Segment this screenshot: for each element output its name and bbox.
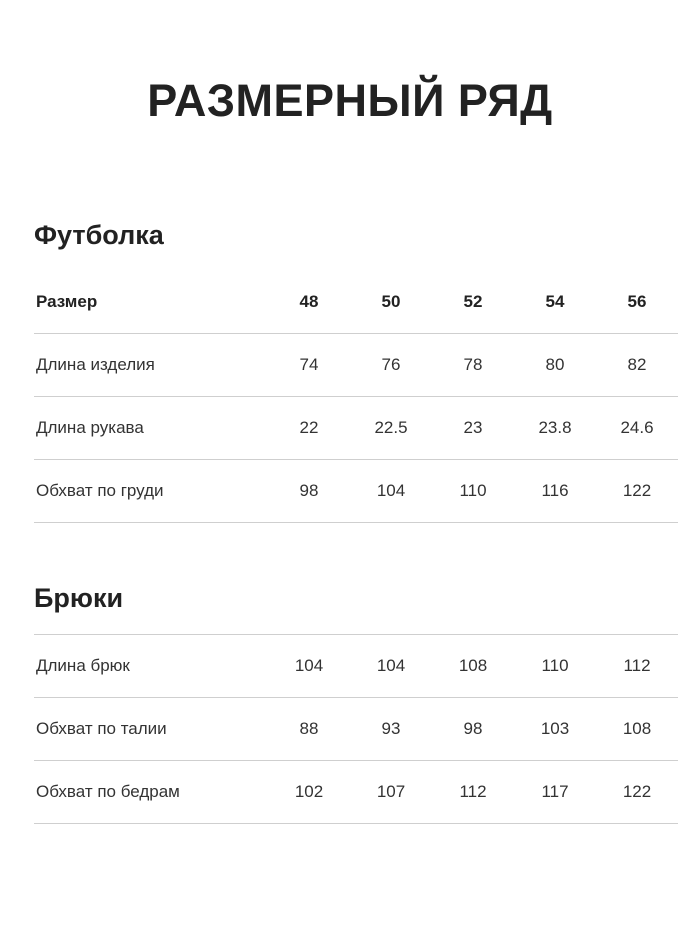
table-row — [34, 396, 678, 459]
pants-length-56: 112 — [596, 634, 678, 697]
table-row — [34, 333, 678, 396]
pants-waist-50: 93 — [350, 697, 432, 760]
shirt-length-56: 82 — [596, 333, 678, 396]
pants-size-table — [34, 634, 678, 824]
pants-length-52: 108 — [432, 634, 514, 697]
pants-hips-48: 102 — [268, 760, 350, 823]
shirt-chest-50: 104 — [350, 459, 432, 522]
pants-length-50: 104 — [350, 634, 432, 697]
pants-waist-56: 108 — [596, 697, 678, 760]
shirt-section-title: Футболка — [34, 219, 164, 250]
shirt-chest-54: 116 — [514, 459, 596, 522]
shirt-chest-56: 122 — [596, 459, 678, 522]
shirt-table-body — [34, 333, 678, 522]
table-row — [34, 271, 678, 334]
shirt-sleeve-52: 23 — [432, 396, 514, 459]
shirt-sleeve-50: 22.5 — [350, 396, 432, 459]
pants-hips-50: 107 — [350, 760, 432, 823]
pants-row-label-waist: Обхват по талии — [34, 697, 268, 760]
shirt-size-table — [34, 271, 678, 523]
page-title: РАЗМЕРНЫЙ РЯД — [147, 75, 553, 126]
shirt-row-label-sleeve: Длина рукава — [34, 396, 268, 459]
pants-row-label-hips: Обхват по бедрам — [34, 760, 268, 823]
pants-section — [34, 523, 666, 824]
shirt-header-size-48: 48 — [268, 271, 350, 334]
shirt-sleeve-48: 22 — [268, 396, 350, 459]
pants-section-title: Брюки — [34, 582, 124, 613]
shirt-row-label-chest: Обхват по груди — [34, 459, 268, 522]
pants-length-48: 104 — [268, 634, 350, 697]
table-row — [34, 459, 678, 522]
pants-waist-52: 98 — [432, 697, 514, 760]
table-row — [34, 760, 678, 823]
pants-waist-48: 88 — [268, 697, 350, 760]
shirt-header-size-54: 54 — [514, 271, 596, 334]
shirt-sleeve-54: 23.8 — [514, 396, 596, 459]
shirt-chest-52: 110 — [432, 459, 514, 522]
table-row — [34, 697, 678, 760]
shirt-row-label-length: Длина изделия — [34, 333, 268, 396]
shirt-chest-48: 98 — [268, 459, 350, 522]
shirt-header-label: Размер — [34, 271, 268, 334]
pants-hips-54: 117 — [514, 760, 596, 823]
pants-length-54: 110 — [514, 634, 596, 697]
shirt-header-size-52: 52 — [432, 271, 514, 334]
shirt-length-48: 74 — [268, 333, 350, 396]
pants-row-label-length: Длина брюк — [34, 634, 268, 697]
shirt-section — [34, 126, 666, 523]
shirt-table-header — [34, 271, 678, 334]
pants-waist-54: 103 — [514, 697, 596, 760]
shirt-length-54: 80 — [514, 333, 596, 396]
shirt-header-size-56: 56 — [596, 271, 678, 334]
table-row — [34, 634, 678, 697]
pants-hips-52: 112 — [432, 760, 514, 823]
shirt-length-52: 78 — [432, 333, 514, 396]
shirt-header-size-50: 50 — [350, 271, 432, 334]
shirt-sleeve-56: 24.6 — [596, 396, 678, 459]
pants-table-body — [34, 634, 678, 823]
shirt-length-50: 76 — [350, 333, 432, 396]
pants-hips-56: 122 — [596, 760, 678, 823]
